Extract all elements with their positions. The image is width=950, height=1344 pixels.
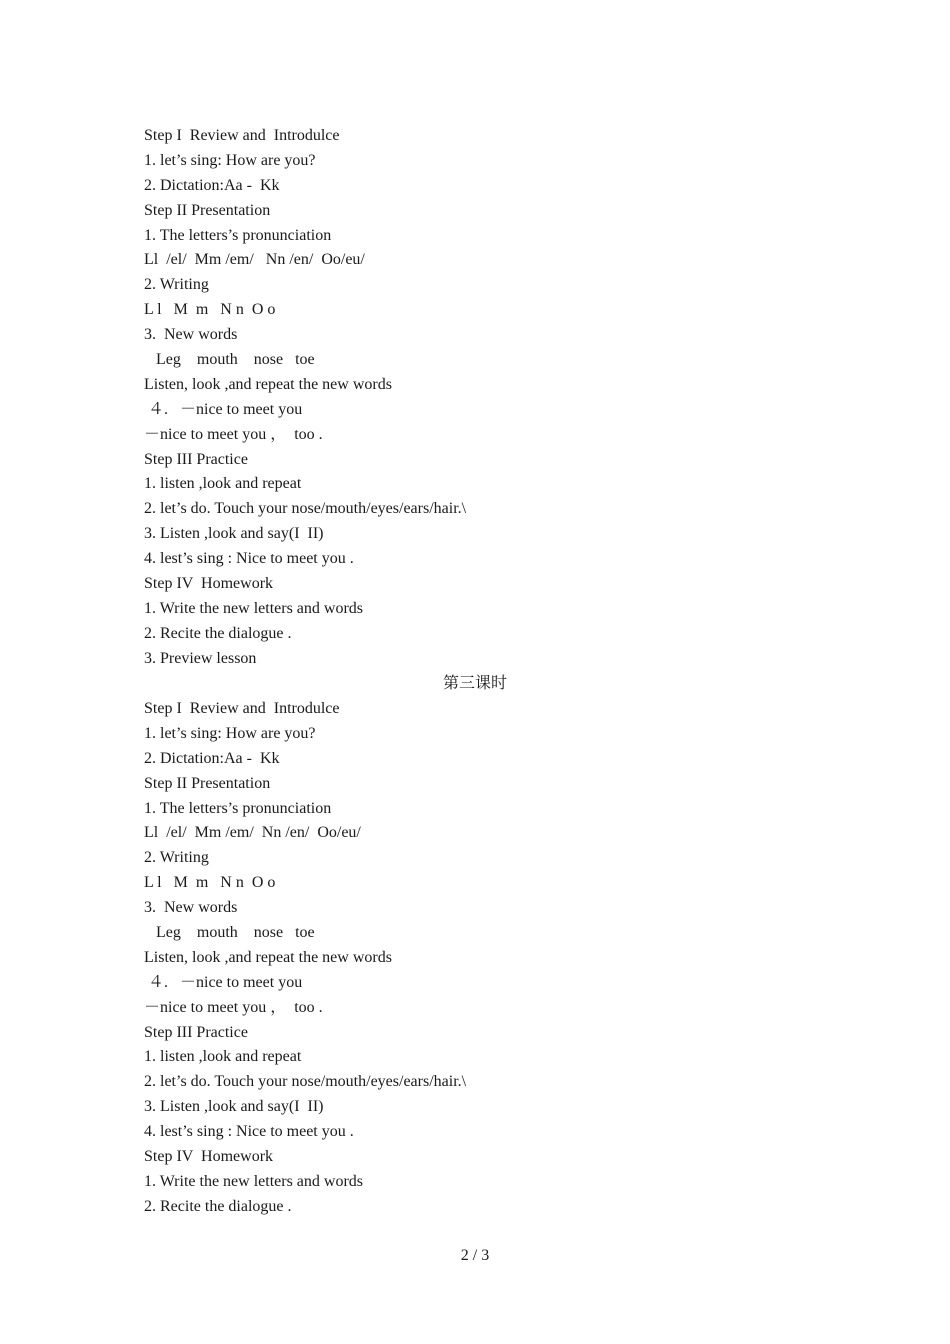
text-line: 4. lest’s sing : Nice to meet you .	[144, 550, 354, 568]
text-line: 2. Writing	[144, 849, 209, 867]
text-line: ４. －nice to meet you	[144, 400, 303, 418]
text-line: 1. The letters’s pronunciation	[144, 799, 332, 817]
text-line: 1. listen ,look and repeat	[144, 1048, 302, 1066]
step-4-heading: Step IV Homework	[144, 575, 274, 593]
text-line: Listen, look ,and repeat the new words	[144, 948, 392, 966]
text-line: 3. Listen ,look and say(I II)	[144, 525, 324, 543]
text-line: Leg mouth nose toe	[144, 351, 315, 369]
text-line: Ll /el/ Mm /em/ Nn /en/ Oo/eu/	[144, 824, 361, 842]
text-line: 3. Preview lesson	[144, 649, 257, 667]
step-1-heading: Step I Review and Introdulce	[144, 127, 340, 144]
text-line: Leg mouth nose toe	[144, 924, 315, 942]
text-line: 1. let’s sing: How are you?	[144, 724, 316, 742]
text-line: 4. lest’s sing : Nice to meet you .	[144, 1123, 354, 1141]
text-line: 1. let’s sing: How are you?	[144, 151, 316, 169]
text-line: 3. New words	[144, 326, 238, 344]
text-line: 2. Dictation:Aa - Kk	[144, 176, 280, 194]
text-line: L l M m N n O o	[144, 301, 276, 319]
text-line: 1. Write the new letters and words	[144, 1172, 363, 1190]
text-line: 1. Write the new letters and words	[144, 599, 363, 617]
step-3-heading: Step III Practice	[144, 1023, 248, 1041]
text-line: Ll /el/ Mm /em/ Nn /en/ Oo/eu/	[144, 251, 365, 269]
text-line: 2. Recite the dialogue .	[144, 624, 292, 642]
step-1-heading: Step I Review and Introdulce	[144, 700, 340, 717]
text-line: －nice to meet you ， too .	[144, 998, 323, 1016]
text-line: 2. Writing	[144, 276, 209, 294]
text-line: L l M m N n O o	[144, 874, 276, 892]
text-line: 1. The letters’s pronunciation	[144, 226, 332, 244]
text-line: 2. let’s do. Touch your nose/mouth/eyes/ears/hair.\	[144, 500, 467, 518]
step-3-heading: Step III Practice	[144, 450, 248, 468]
step-2-heading: Step II Presentation	[144, 201, 271, 219]
lesson-plan-section-2	[144, 697, 824, 1220]
text-line: 2. let’s do. Touch your nose/mouth/eyes/ears/hair.\	[144, 1073, 467, 1091]
lesson-heading: 第三课时	[442, 675, 507, 692]
text-line: Listen, look ,and repeat the new words	[144, 375, 392, 393]
text-line: ４. －nice to meet you	[144, 973, 303, 991]
lesson-plan-section-1	[144, 124, 824, 672]
step-2-heading: Step II Presentation	[144, 774, 271, 792]
text-line: 2. Recite the dialogue .	[144, 1197, 292, 1215]
text-line: 3. New words	[144, 899, 238, 917]
text-line: －nice to meet you ， too .	[144, 425, 323, 443]
text-line: 3. Listen ,look and say(I II)	[144, 1098, 324, 1116]
text-line: 2. Dictation:Aa - Kk	[144, 749, 280, 767]
step-4-heading: Step IV Homework	[144, 1148, 274, 1166]
text-line: 1. listen ,look and repeat	[144, 475, 302, 493]
page-number: 2 / 3	[460, 1247, 490, 1264]
